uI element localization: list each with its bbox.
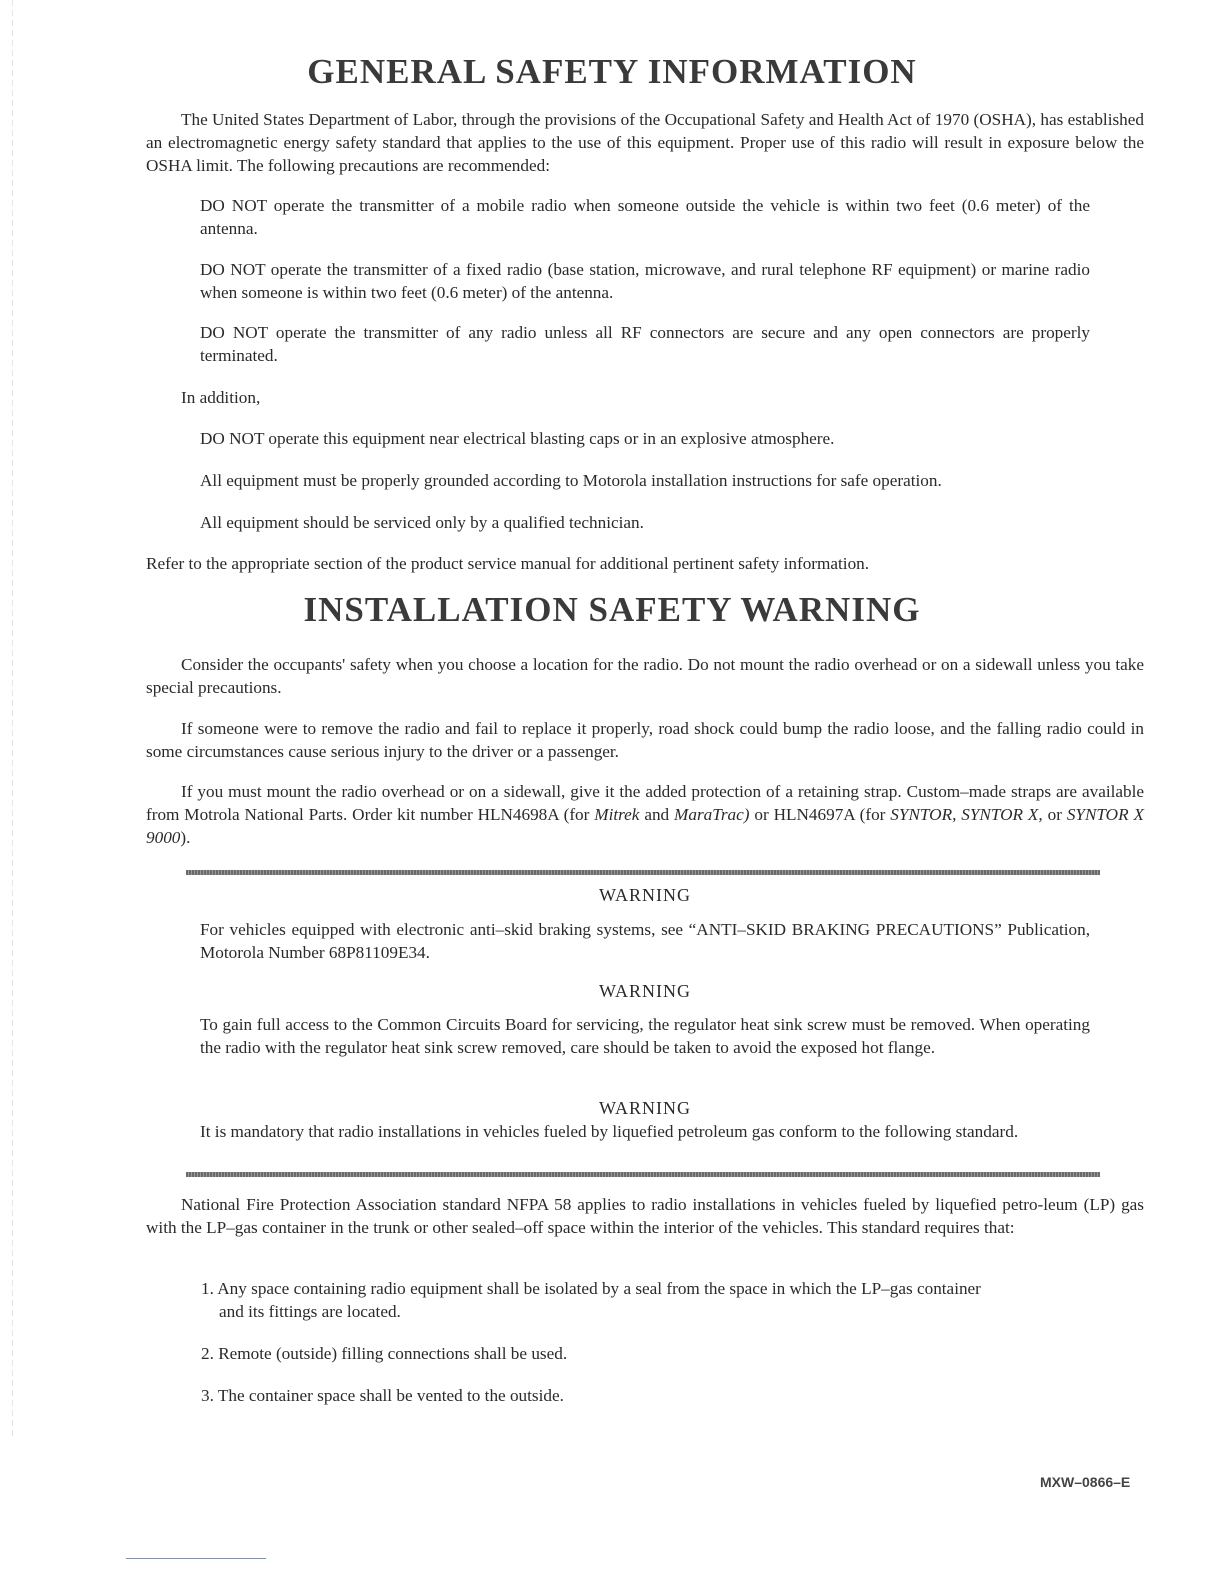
installation-para-1: Consider the occupants' safety when you choose a location for the radio. Do not mount the radio overhead or on a sidewall unless you take special precautions. [146,655,1144,697]
precaution-fixed: DO NOT operate the transmitter of a fixed radio (base station, microwave, and rural telephone RF equipment) or marine radio when someone is within two feet (0.6 meter) of the antenna. [200,260,1090,302]
heading-installation-warning: INSTALLATION SAFETY WARNING [303,590,921,629]
general-intro: The United States Department of Labor, through the provisions of the Occupational Safety and Health Act of 1970 (OSHA), has established an electromagnetic energy safety standard that applies to the use of this equipment. Proper use of this radio will result in exposure below the OSHA limit. The following precautions are recommended: [146,110,1144,175]
addition-blasting-caps: DO NOT operate this equipment near electrical blasting caps or in an explosive atmosphere. [200,429,835,448]
addition-grounded: All equipment must be properly grounded according to Motorola installation instructions for safe operation. [200,471,942,490]
warning-title-1: WARNING [599,885,691,905]
installation-para-3: If you must mount the radio overhead or on a sidewall, give it the added protection of a retaining strap. Custom–made straps are available from Motrola National Parts. Order kit number HLN4698A (for Mitrek and MaraTrac) or HLN4697A (for SYNTOR, SYNTOR X, or SYNTOR X 9000). [146,782,1144,847]
warning-box-top-rule [186,870,1100,875]
nfpa-requirement-1: 1. Any space containing radio equipment shall be isolated by a seal from the space in which the LP–gas container and its fittings are located. [201,1279,981,1321]
warning-text-antiskid: For vehicles equipped with electronic anti–skid braking systems, see “ANTI–SKID BRAKING PRECAUTIONS” Publication, Motorola Number 68P81109E34. [200,920,1090,962]
warning-box-bottom-rule [186,1172,1100,1177]
warning-text-heatsink: To gain full access to the Common Circuits Board for servicing, the regulator heat sink screw must be removed. When operating the radio with the regulator heat sink screw removed, care should be taken to avoid the exposed hot flange. [200,1015,1090,1057]
scan-edge-line [12,0,13,1440]
warning-title-2: WARNING [599,981,691,1001]
nfpa-intro: National Fire Protection Association standard NFPA 58 applies to radio installations in vehicles fueled by liquefied petro-leum (LP) gas with the LP–gas container in the trunk or other sealed–off space within the interior of the vehicles. This standard requires that: [146,1195,1144,1237]
warning-title-3: WARNING [599,1098,691,1118]
precaution-mobile: DO NOT operate the transmitter of a mobile radio when someone outside the vehicle is within two feet (0.6 meter) of the antenna. [200,196,1090,238]
warning-text-lpgas: It is mandatory that radio installations in vehicles fueled by liquefied petroleum gas conform to the following standard. [200,1122,1019,1141]
in-addition-label: In addition, [181,388,261,407]
bottom-link-line [126,1558,266,1559]
refer-statement: Refer to the appropriate section of the product service manual for additional pertinent safety information. [146,554,870,573]
precaution-connectors: DO NOT operate the transmitter of any radio unless all RF connectors are secure and any open connectors are properly terminated. [200,323,1090,365]
addition-serviced: All equipment should be serviced only by a qualified technician. [200,513,644,532]
nfpa-requirement-2: 2. Remote (outside) filling connections shall be used. [201,1344,568,1363]
heading-general-safety: GENERAL SAFETY INFORMATION [307,52,917,91]
installation-para-2: If someone were to remove the radio and fail to replace it properly, road shock could bump the radio loose, and the falling radio could in some circumstances cause serious injury to the driver or a passenger. [146,719,1144,761]
nfpa-requirement-3: 3. The container space shall be vented to the outside. [201,1386,564,1405]
document-code: MXW–0866–E [1040,1474,1131,1490]
